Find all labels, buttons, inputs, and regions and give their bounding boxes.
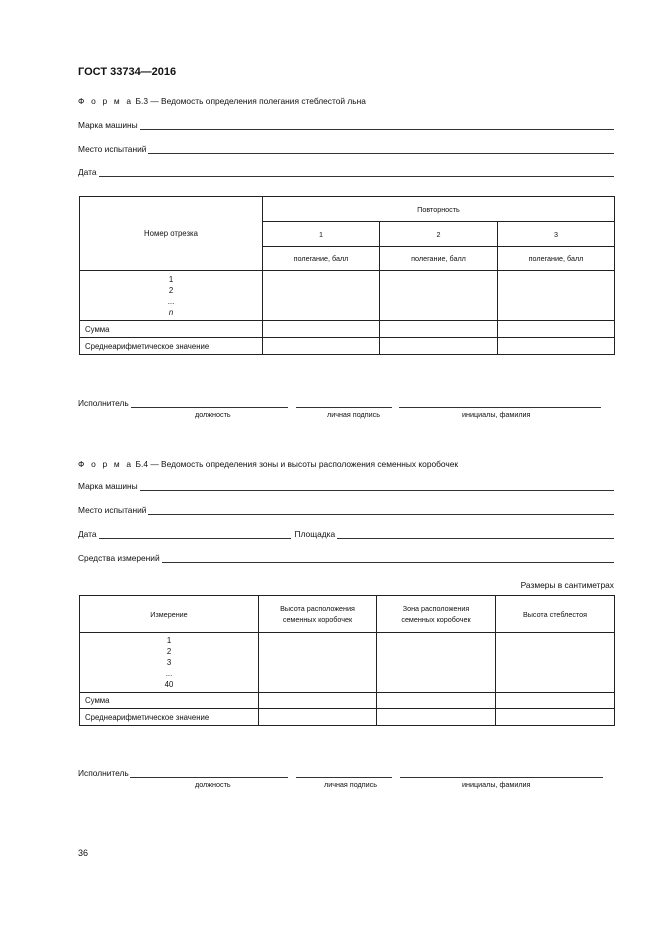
row-number: 2: [168, 285, 174, 295]
position-line[interactable]: [131, 399, 288, 408]
data-cell[interactable]: [496, 633, 615, 693]
name-line[interactable]: [400, 769, 603, 778]
data-cell[interactable]: [377, 633, 496, 693]
date-line[interactable]: [99, 530, 291, 539]
machine-label: Марка машины: [78, 481, 138, 491]
machine-line[interactable]: [140, 121, 614, 130]
form-b3-signature: [78, 398, 614, 420]
data-cell[interactable]: [380, 338, 498, 355]
form-b3-date-field: [78, 167, 614, 177]
position-line[interactable]: [130, 769, 288, 778]
form-b3-machine-field: [78, 120, 614, 130]
col-repeat-header: Повторность: [263, 197, 615, 222]
form-b4-table: [79, 595, 615, 726]
repeat-3: 3: [498, 222, 615, 247]
row-mean: Среднеарифметическое значение: [80, 709, 259, 726]
row-number: 1: [166, 636, 172, 645]
standard-number: ГОСТ 33734—2016: [78, 66, 177, 78]
data-cell[interactable]: [498, 271, 615, 321]
row-sum: Сумма: [80, 321, 263, 338]
place-line[interactable]: [148, 506, 614, 515]
row-number: 3: [166, 658, 172, 667]
data-cell[interactable]: [380, 321, 498, 338]
position-caption: должность: [195, 410, 231, 419]
row-number: n: [168, 307, 174, 317]
row-numbers-cell: [80, 271, 263, 321]
form-b3-place-field: [78, 144, 614, 154]
sign-caption: личная подпись: [324, 780, 377, 789]
form-b4-place-field: [78, 505, 614, 515]
instruments-line[interactable]: [162, 554, 614, 563]
data-cell[interactable]: [263, 338, 380, 355]
instruments-label: Средства измерений: [78, 553, 160, 563]
position-caption: должность: [195, 780, 231, 789]
data-cell[interactable]: [259, 693, 377, 709]
data-cell[interactable]: [259, 709, 377, 726]
data-cell[interactable]: [498, 321, 615, 338]
sign-caption: личная подпись: [327, 410, 380, 419]
machine-line[interactable]: [140, 482, 614, 491]
data-cell[interactable]: [496, 693, 615, 709]
place-line[interactable]: [148, 145, 614, 154]
header-line: семенных коробочек: [401, 615, 471, 624]
repeat-2: 2: [380, 222, 498, 247]
col-height-header: [259, 596, 377, 633]
data-cell[interactable]: [377, 693, 496, 709]
executor-label: Исполнитель: [78, 768, 129, 778]
data-cell[interactable]: [498, 338, 615, 355]
sub-label-3: полегание, балл: [498, 247, 615, 271]
form-b4-title: [78, 459, 458, 469]
form-b4-title-text: Б.4 — Ведомость определения зоны и высоты расположения семенных коробочек: [135, 459, 459, 469]
header-line: Зона расположения: [402, 604, 470, 613]
site-line[interactable]: [337, 530, 614, 539]
data-cell[interactable]: [259, 633, 377, 693]
col-measure-header: Измерение: [80, 596, 259, 633]
repeat-1: 1: [263, 222, 380, 247]
date-label: Дата: [78, 529, 97, 539]
sub-label-1: полегание, балл: [263, 247, 380, 271]
place-label: Место испытаний: [78, 144, 147, 154]
data-cell[interactable]: [496, 709, 615, 726]
form-b3-table: [79, 196, 615, 355]
form-b4-signature: [78, 768, 614, 790]
col-segment-header: Номер отрезка: [80, 197, 263, 271]
row-sum: Сумма: [80, 693, 259, 709]
data-cell[interactable]: [263, 271, 380, 321]
row-number: 2: [166, 647, 172, 656]
site-label: Площадка: [294, 529, 336, 539]
row-number: ...: [167, 296, 175, 306]
executor-label: Исполнитель: [78, 398, 129, 408]
place-label: Место испытаний: [78, 505, 147, 515]
sign-line[interactable]: [296, 399, 392, 408]
units-note: Размеры в сантиметрах: [520, 580, 614, 590]
form-b4-date-field: [78, 529, 614, 539]
name-caption: инициалы, фамилия: [462, 410, 531, 419]
name-line[interactable]: [399, 399, 601, 408]
col-zone-header: [377, 596, 496, 633]
date-line[interactable]: [99, 168, 614, 177]
header-line: семенных коробочек: [282, 615, 353, 624]
data-cell[interactable]: [380, 271, 498, 321]
row-number: ...: [165, 669, 173, 678]
sub-label-2: полегание, балл: [380, 247, 498, 271]
form-b3-title-text: Б.3 — Ведомость определения полегания стеблестой льна: [135, 96, 366, 106]
row-number: 1: [168, 274, 174, 284]
form-b3-title: [78, 96, 366, 106]
form-b3-word: Ф о р м а: [78, 96, 134, 106]
data-cell[interactable]: [377, 709, 496, 726]
sign-line[interactable]: [296, 769, 392, 778]
row-numbers-cell: [80, 633, 259, 693]
form-b4-machine-field: [78, 481, 614, 491]
form-b4-word: Ф о р м а: [78, 459, 134, 469]
header-line: Высота расположения: [280, 604, 355, 613]
form-b4-instruments-field: [78, 553, 614, 563]
page-number: 36: [78, 848, 89, 858]
name-caption: инициалы, фамилия: [462, 780, 531, 789]
col-stem-header: Высота стеблестоя: [496, 596, 615, 633]
machine-label: Марка машины: [78, 120, 138, 130]
data-cell[interactable]: [263, 321, 380, 338]
row-mean: Среднеарифметическое значение: [80, 338, 263, 355]
date-label: Дата: [78, 167, 97, 177]
row-number: 40: [164, 680, 174, 689]
